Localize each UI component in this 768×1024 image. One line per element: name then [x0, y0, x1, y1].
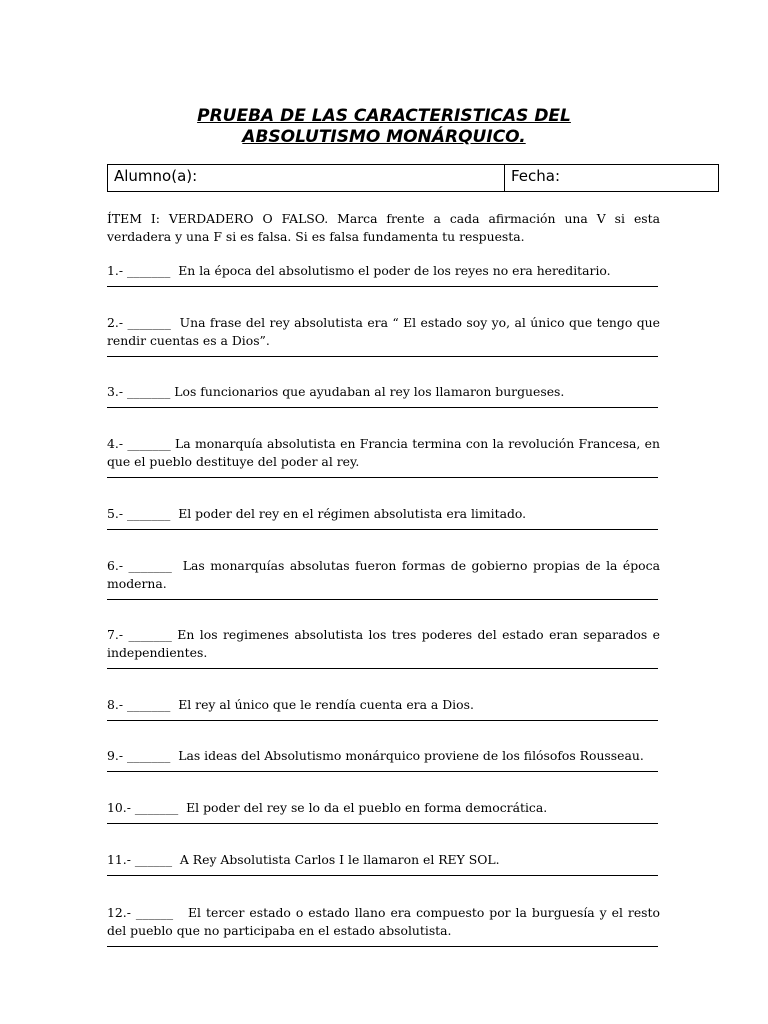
- answer-line[interactable]: [107, 529, 658, 530]
- answer-line[interactable]: [107, 407, 658, 408]
- date-field[interactable]: [505, 165, 718, 191]
- question-5: [107, 505, 660, 530]
- answer-line[interactable]: [107, 477, 658, 478]
- answer-blank[interactable]: _______: [127, 315, 171, 330]
- answer-blank[interactable]: _______: [127, 436, 171, 451]
- question-7: [107, 626, 660, 669]
- question-text: Los funcionarios que ayudaban al rey los llamaron burgueses.: [174, 384, 565, 399]
- question-number: 10.-: [107, 800, 131, 815]
- question-number: 8.-: [107, 697, 124, 712]
- question-3: [107, 383, 660, 408]
- question-number: 9.-: [107, 748, 124, 763]
- page-title: [0, 106, 768, 148]
- question-text: El poder del rey en el régimen absolutista era limitado.: [178, 506, 527, 521]
- question-1: [107, 262, 660, 287]
- instructions: ÍTEM I: VERDADERO O FALSO. Marca frente a cada afirmación una V si esta verdadera y una F si es falsa. Si es falsa fundamenta tu respuesta.: [107, 211, 660, 244]
- student-info-box: [107, 164, 719, 192]
- student-label: Alumno(a):: [114, 167, 198, 185]
- answer-line[interactable]: [107, 823, 658, 824]
- question-6: [107, 557, 660, 600]
- answer-blank[interactable]: _______: [126, 697, 171, 712]
- question-9: [107, 747, 660, 772]
- answer-line[interactable]: [107, 356, 658, 357]
- question-text: Las ideas del Absolutismo monárquico proviene de los filósofos Rousseau.: [178, 748, 644, 763]
- question-text: Una frase del rey absolutista era “ El estado soy yo, al único que tengo que rendir cuentas es a Dios”.: [107, 315, 660, 348]
- question-10: [107, 799, 660, 824]
- question-number: 6.-: [107, 558, 124, 573]
- question-number: 4.-: [107, 436, 124, 451]
- answer-blank[interactable]: ______: [135, 905, 174, 920]
- answer-blank[interactable]: _______: [126, 384, 171, 399]
- answer-blank[interactable]: _______: [134, 800, 179, 815]
- question-text: Las monarquías absolutas fueron formas de gobierno propias de la época moderna.: [107, 558, 660, 591]
- question-text: En los regimenes absolutista los tres poderes del estado eran separados e independientes.: [107, 627, 660, 660]
- question-number: 1.-: [107, 263, 124, 278]
- question-text: El tercer estado o estado llano era compuesto por la burguesía y el resto del pueblo que no participaba en el estado absolutista.: [107, 905, 660, 938]
- answer-line[interactable]: [107, 668, 658, 669]
- title-line-1: PRUEBA DE LAS CARACTERISTICAS DEL: [197, 106, 571, 126]
- question-number: 7.-: [107, 627, 124, 642]
- answer-line[interactable]: [107, 946, 658, 947]
- question-2: [107, 314, 660, 357]
- question-11: [107, 851, 660, 876]
- answer-line[interactable]: [107, 875, 658, 876]
- question-number: 5.-: [107, 506, 124, 521]
- question-number: 12.-: [107, 905, 131, 920]
- answer-blank[interactable]: _______: [128, 558, 172, 573]
- question-4: [107, 435, 660, 478]
- answer-line[interactable]: [107, 720, 658, 721]
- question-number: 3.-: [107, 384, 124, 399]
- student-name-field[interactable]: [108, 165, 505, 191]
- question-text: La monarquía absolutista en Francia termina con la revolución Francesa, en que el pueblo destituye del poder al rey.: [107, 436, 660, 469]
- answer-blank[interactable]: _______: [126, 506, 171, 521]
- title-line-2: ABSOLUTISMO MONÁRQUICO.: [242, 127, 526, 147]
- answer-blank[interactable]: ______: [134, 852, 173, 867]
- question-8: [107, 696, 660, 721]
- answer-blank[interactable]: _______: [126, 748, 171, 763]
- answer-line[interactable]: [107, 599, 658, 600]
- question-12: [107, 904, 660, 947]
- answer-blank[interactable]: _______: [126, 263, 171, 278]
- question-number: 2.-: [107, 315, 124, 330]
- answer-line[interactable]: [107, 286, 658, 287]
- question-text: A Rey Absolutista Carlos I le llamaron el REY SOL.: [179, 852, 500, 867]
- question-text: El poder del rey se lo da el pueblo en forma democrática.: [186, 800, 548, 815]
- answer-line[interactable]: [107, 771, 658, 772]
- answer-blank[interactable]: _______: [128, 627, 172, 642]
- question-text: El rey al único que le rendía cuenta era a Dios.: [178, 697, 474, 712]
- question-text: En la época del absolutismo el poder de los reyes no era hereditario.: [178, 263, 611, 278]
- date-label: Fecha:: [511, 167, 561, 185]
- question-number: 11.-: [107, 852, 131, 867]
